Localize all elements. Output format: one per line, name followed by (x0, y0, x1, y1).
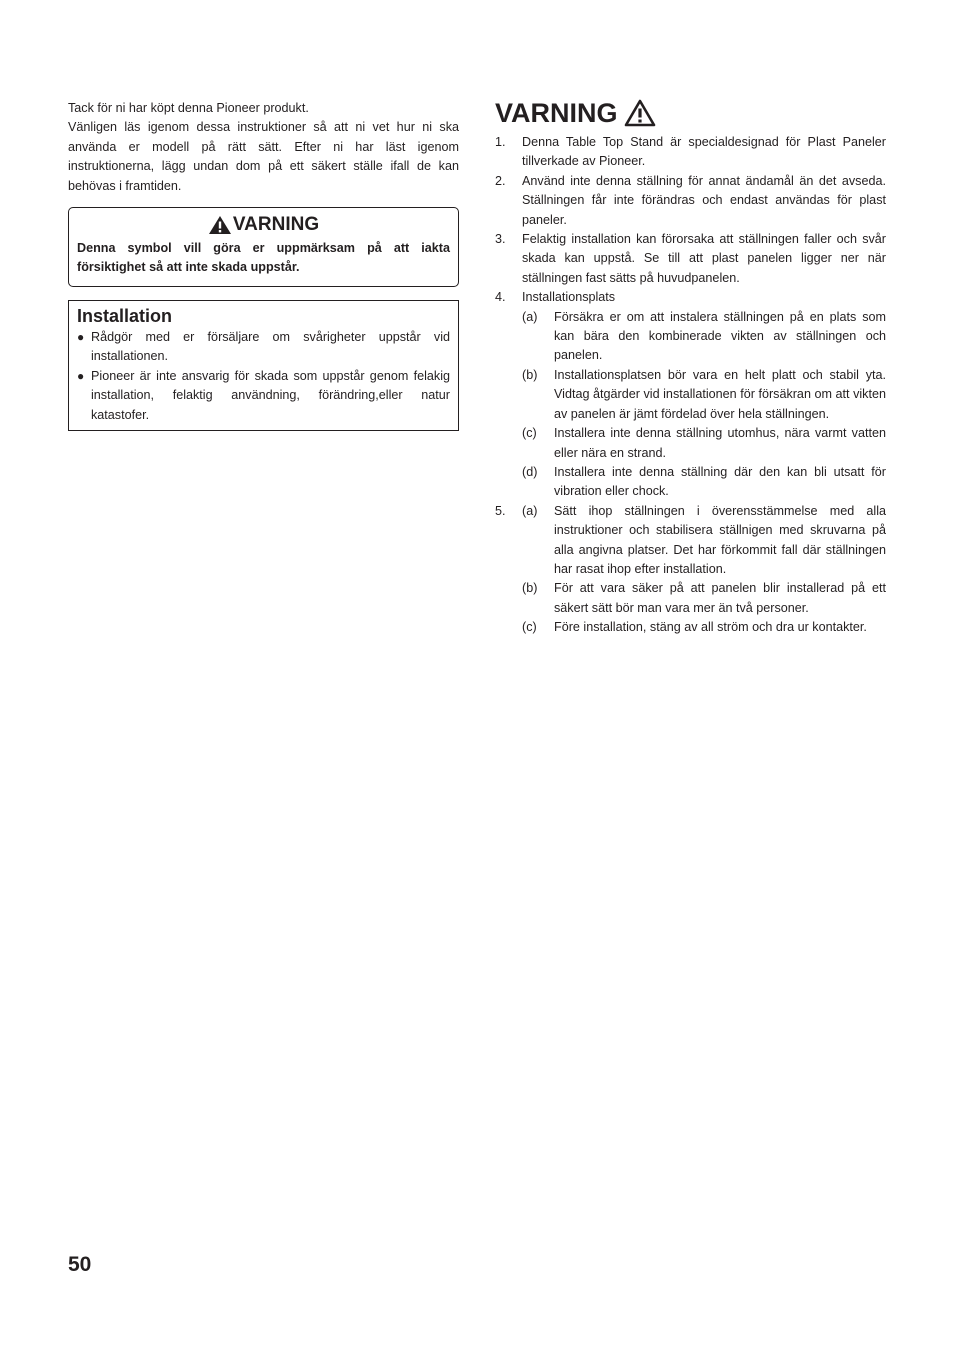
warning-box (68, 207, 459, 287)
item-text: Installationsplats (522, 290, 616, 305)
item-text: Felaktig installation kan förorsaka att ställningen faller och svår skada kan uppstå. Se till att plast panelen ligger ner när ställningen fast sätts på huvudpanelen. (522, 232, 886, 285)
item-number: 1. (495, 135, 506, 149)
warning-triangle-icon (624, 99, 656, 127)
intro-line-1: Tack för ni har köpt denna Pioneer produkt. (68, 101, 309, 115)
bullet-icon: ● (77, 368, 85, 383)
intro-line-2: Vänligen läs igenom dessa instruktioner så att ni vet hur ni ska använda er modell på rätt sätt. Efter ni har läst igenom instruktionerna, lägg undan dom på ett säkert ställe ifall de kan behövas i framtiden. (68, 120, 459, 193)
sub-letter: (d) (522, 464, 538, 479)
sub-text: Sätt ihop ställningen i överensstämmelse med alla instruktioner och stabilisera ställnigen med skruvarna på alla angivna platser. Det har förkommit fall där ställningen har rasat ihop efter installation. (554, 503, 886, 576)
sub-letter: (b) (522, 581, 538, 596)
left-column (68, 99, 459, 431)
page-number: 50 (68, 1253, 92, 1276)
list-item-1 (495, 133, 886, 172)
installation-bullet-text: Rådgör med er försäljare om svårigheter uppstår vid installationen. (91, 330, 450, 364)
item-number: 4. (495, 290, 506, 305)
sub-text: Installationsplatsen bör vara en helt platt och stabil yta. Vidtag åtgärder vid installationen för försäkran om att vikten av panelen är jämt fördelad över hela ställningen. (554, 367, 886, 421)
sub-text: Installera inte denna ställning där den kan bli utsatt för vibration eller chock. (554, 464, 886, 499)
warning-box-title: VARNING (232, 214, 320, 236)
list-item-4a (522, 308, 886, 366)
list-item-4c (522, 424, 886, 463)
sub-text: Installera inte denna ställning utomhus, nära varmt vatten eller nära en strand. (554, 426, 886, 460)
sub-letter: (c) (522, 620, 537, 635)
sub-letter: (c) (522, 426, 537, 441)
list-item-2 (495, 172, 886, 230)
item-text: Använd inte denna ställning för annat ändamål än det avseda. Ställningen får inte förändras och endast användas för plast paneler. (522, 173, 886, 227)
installation-bullet-text: Pioneer är inte ansvarig för skada som uppstår genom felakig installation, felaktig användning, förändring,eller natur katastofer. (91, 368, 450, 422)
item-text: Denna Table Top Stand är specialdesignad för Plast Paneler tillverkade av Pioneer. (522, 135, 886, 169)
installation-bullet-2 (77, 367, 450, 425)
main-warning-heading (495, 96, 886, 130)
installation-box (68, 300, 459, 431)
item-number: 3. (495, 232, 506, 247)
right-column (495, 96, 886, 638)
sub-text: För att vara säker på att panelen blir installerad på ett säkert sätt bör man vara mer än två personer. (554, 581, 886, 615)
sub-text: Försäkra er om att instalera ställningen på en plats som kan bära den kombinerade vikten av ställningen och panelen. (554, 309, 886, 363)
list-item-3 (495, 230, 886, 288)
installation-title: Installation (77, 306, 173, 327)
warning-triangle-icon (208, 215, 232, 235)
intro-text (68, 99, 459, 196)
installation-bullet-1 (77, 328, 450, 367)
list-item-4b (522, 366, 886, 424)
item-number: 2. (495, 173, 506, 188)
sub-text: Före installation, stäng av all ström och dra ur kontakter. (554, 620, 867, 635)
list-item-5b (522, 579, 886, 618)
list-item-4 (495, 288, 886, 307)
sub-letter: (a) (522, 309, 538, 324)
warning-box-header (77, 214, 450, 236)
item-number: 5. (495, 503, 506, 518)
list-item-5a (495, 502, 886, 580)
sub-letter: (b) (522, 367, 538, 382)
warning-box-text: Denna symbol vill göra er uppmärksam på att iakta försiktighet så att inte skada uppstår. (77, 241, 450, 275)
main-warning-title: VARNING (495, 98, 618, 128)
bullet-icon: ● (77, 330, 85, 345)
list-item-5c (522, 618, 886, 637)
list-item-4d (522, 463, 886, 502)
sub-letter: (a) (522, 503, 538, 518)
